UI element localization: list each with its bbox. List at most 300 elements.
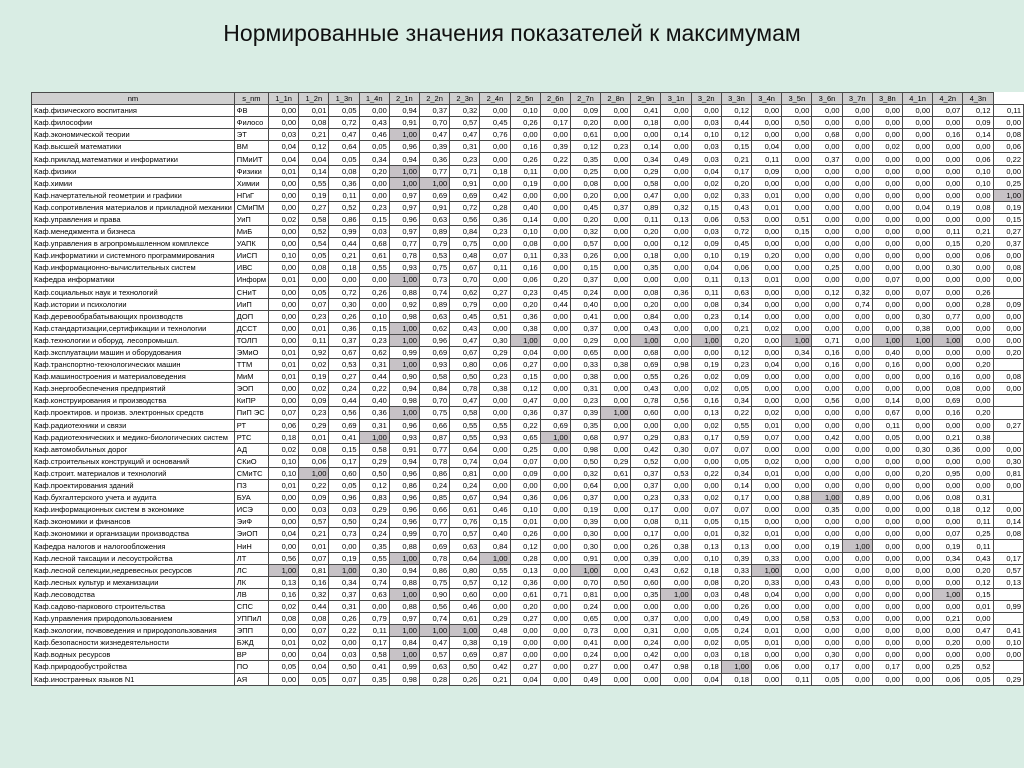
value-cell: 0,00 [661, 117, 691, 129]
value-cell: 0,00 [782, 600, 812, 612]
value-cell: 0,00 [842, 504, 872, 516]
value-cell: 0,07 [933, 105, 963, 117]
value-cell: 0,05 [359, 141, 389, 153]
value-cell: 0,00 [933, 649, 963, 661]
value-cell: 0,20 [902, 467, 932, 479]
value-cell: 0,00 [329, 274, 359, 286]
value-cell: 0,00 [269, 504, 299, 516]
value-cell: 0,61 [450, 504, 480, 516]
value-cell: 0,50 [782, 117, 812, 129]
value-cell: 0,30 [933, 262, 963, 274]
value-cell: 0,00 [963, 480, 993, 492]
value-cell: 1,00 [389, 552, 419, 564]
value-cell: 0,93 [389, 431, 419, 443]
value-cell: 0,12 [721, 105, 751, 117]
department-name: Каф.лесоводства [32, 588, 235, 600]
value-cell: 0,00 [933, 286, 963, 298]
value-cell: 0,01 [299, 105, 329, 117]
value-cell: 0,13 [721, 540, 751, 552]
department-short-name: ЭОП [234, 383, 268, 395]
value-cell: 0,50 [570, 455, 600, 467]
value-cell: 0,57 [419, 649, 449, 661]
table-row [32, 177, 1024, 189]
value-cell: 0,00 [782, 637, 812, 649]
value-cell: 0,15 [359, 213, 389, 225]
value-cell: 0,24 [570, 286, 600, 298]
value-cell: 0,28 [963, 298, 993, 310]
value-cell: 0,00 [812, 105, 842, 117]
value-cell: 0,00 [480, 141, 510, 153]
value-cell: 0,18 [691, 564, 721, 576]
value-cell: 0,81 [993, 467, 1024, 479]
value-cell: 0,18 [631, 117, 661, 129]
value-cell: 0,27 [993, 226, 1024, 238]
department-short-name: УиП [234, 213, 268, 225]
value-cell: 0,20 [933, 637, 963, 649]
department-short-name: НиН [234, 540, 268, 552]
value-cell: 0,13 [661, 213, 691, 225]
value-cell: 0,00 [902, 238, 932, 250]
value-cell: 0,78 [631, 395, 661, 407]
value-cell: 0,14 [631, 141, 661, 153]
value-cell: 0,42 [631, 443, 661, 455]
department-name: Каф.физики [32, 165, 235, 177]
value-cell: 0,39 [631, 552, 661, 564]
value-cell: 0,99 [329, 226, 359, 238]
value-cell: 0,11 [359, 625, 389, 637]
department-name: Каф.безопасности жизнедеятельности [32, 637, 235, 649]
department-name: Каф.философии [32, 117, 235, 129]
value-cell: 0,00 [902, 516, 932, 528]
value-cell: 0,05 [329, 480, 359, 492]
value-cell: 0,00 [631, 129, 661, 141]
value-cell: 0,74 [419, 613, 449, 625]
value-cell: 0,86 [329, 213, 359, 225]
department-short-name: АЯ [234, 673, 268, 685]
value-cell: 0,00 [872, 371, 902, 383]
value-cell: 0,45 [721, 238, 751, 250]
value-cell: 0,38 [963, 431, 993, 443]
value-cell: 0,45 [570, 201, 600, 213]
value-cell: 1,00 [389, 322, 419, 334]
value-cell: 0,62 [661, 564, 691, 576]
value-cell: 0,96 [389, 467, 419, 479]
table-row [32, 528, 1024, 540]
value-cell: 0,89 [842, 492, 872, 504]
value-cell: 0,27 [570, 661, 600, 673]
value-cell: 0,70 [570, 576, 600, 588]
value-cell: 0,96 [389, 419, 419, 431]
value-cell: 0,78 [389, 250, 419, 262]
value-cell: 0,00 [902, 588, 932, 600]
value-cell: 0,00 [902, 552, 932, 564]
value-cell: 0,47 [450, 334, 480, 346]
value-cell: 0,43 [359, 117, 389, 129]
value-cell: 0,97 [601, 431, 631, 443]
table-row [32, 467, 1024, 479]
value-cell: 0,16 [812, 359, 842, 371]
value-cell: 0,26 [631, 540, 661, 552]
table-row [32, 262, 1024, 274]
department-short-name: Информ [234, 274, 268, 286]
value-cell: 0,00 [782, 395, 812, 407]
value-cell: 0,00 [963, 189, 993, 201]
value-cell: 0,19 [299, 371, 329, 383]
value-cell: 0,13 [691, 540, 721, 552]
value-cell: 0,37 [570, 322, 600, 334]
value-cell: 0,16 [269, 588, 299, 600]
value-cell: 0,22 [721, 407, 751, 419]
value-cell: 0,01 [299, 322, 329, 334]
value-cell: 0,43 [963, 552, 993, 564]
value-cell: 0,93 [480, 431, 510, 443]
value-cell: 0,03 [329, 504, 359, 516]
value-cell: 0,72 [329, 286, 359, 298]
value-cell: 0,00 [842, 661, 872, 673]
value-cell: 0,04 [480, 455, 510, 467]
department-short-name: ТОЛП [234, 334, 268, 346]
department-name: Каф.бухгалтерского учета и аудита [32, 492, 235, 504]
value-cell: 0,00 [510, 625, 540, 637]
value-cell: 0,31 [359, 419, 389, 431]
value-cell: 0,00 [963, 419, 993, 431]
value-cell: 0,36 [329, 322, 359, 334]
value-cell: 0,14 [872, 395, 902, 407]
table-row [32, 504, 1024, 516]
value-cell: 0,05 [721, 455, 751, 467]
value-cell: 0,00 [661, 576, 691, 588]
value-cell: 0,37 [601, 201, 631, 213]
value-cell: 0,11 [631, 213, 661, 225]
department-short-name: СМиТС [234, 467, 268, 479]
value-cell: 0,00 [963, 467, 993, 479]
value-cell: 0,00 [993, 165, 1024, 177]
value-cell: 0,26 [570, 250, 600, 262]
value-cell: 0,69 [419, 540, 449, 552]
value-cell: 0,65 [510, 431, 540, 443]
value-cell: 0,92 [389, 298, 419, 310]
value-cell: 0,06 [721, 262, 751, 274]
department-name: Каф.радиотехники и связи [32, 419, 235, 431]
value-cell: 0,31 [963, 492, 993, 504]
value-cell: 0,00 [782, 141, 812, 153]
value-cell: 0,96 [389, 504, 419, 516]
value-cell: 0,08 [691, 298, 721, 310]
value-cell: 0,00 [752, 516, 782, 528]
value-cell: 0,52 [329, 201, 359, 213]
value-cell: 0,00 [661, 600, 691, 612]
value-cell: 0,00 [842, 649, 872, 661]
value-cell: 0,05 [691, 625, 721, 637]
table-row [32, 673, 1024, 685]
value-cell: 0,41 [329, 431, 359, 443]
value-cell: 0,17 [872, 661, 902, 673]
value-cell: 0,15 [480, 516, 510, 528]
department-name: Каф.машиностроения и материаловедения [32, 371, 235, 383]
value-cell: 0,17 [721, 165, 751, 177]
value-cell: 0,00 [601, 310, 631, 322]
value-cell: 0,00 [842, 141, 872, 153]
value-cell: 0,12 [812, 286, 842, 298]
department-short-name: Филосо [234, 117, 268, 129]
value-cell: 0,00 [812, 564, 842, 576]
value-cell: 0,02 [299, 359, 329, 371]
value-cell: 0,36 [661, 286, 691, 298]
department-short-name: ФВ [234, 105, 268, 117]
value-cell: 0,00 [812, 226, 842, 238]
value-cell: 0,00 [933, 576, 963, 588]
value-cell: 0,66 [419, 419, 449, 431]
value-cell: 0,00 [902, 105, 932, 117]
value-cell: 0,00 [842, 600, 872, 612]
value-cell: 1,00 [389, 177, 419, 189]
value-cell: 0,91 [570, 552, 600, 564]
value-cell: 0,62 [359, 346, 389, 358]
value-cell: 0,00 [752, 310, 782, 322]
value-cell: 0,00 [782, 443, 812, 455]
value-cell: 0,00 [782, 516, 812, 528]
value-cell: 0,58 [359, 649, 389, 661]
table-row [32, 213, 1024, 225]
value-cell: 0,00 [601, 274, 631, 286]
value-cell: 0,06 [691, 213, 721, 225]
value-cell: 0,00 [872, 552, 902, 564]
value-cell: 0,00 [661, 480, 691, 492]
value-cell: 0,00 [480, 177, 510, 189]
value-cell: 0,71 [450, 165, 480, 177]
value-cell: 0,49 [661, 153, 691, 165]
table-row [32, 238, 1024, 250]
value-cell: 0,13 [269, 576, 299, 588]
value-cell: 0,00 [842, 467, 872, 479]
table-row [32, 201, 1024, 213]
value-cell: 0,29 [631, 431, 661, 443]
value-cell: 0,00 [601, 395, 631, 407]
value-cell: 0,92 [299, 346, 329, 358]
table-row [32, 431, 1024, 443]
department-short-name: ИВС [234, 262, 268, 274]
table-row [32, 165, 1024, 177]
column-header: 3_4n [752, 93, 782, 105]
value-cell: 0,00 [752, 129, 782, 141]
value-cell: 0,00 [752, 540, 782, 552]
value-cell: 0,00 [782, 467, 812, 479]
value-cell: 0,01 [752, 467, 782, 479]
value-cell: 0,86 [389, 480, 419, 492]
value-cell: 0,32 [450, 105, 480, 117]
value-cell: 0,08 [993, 262, 1024, 274]
value-cell: 0,55 [480, 564, 510, 576]
value-cell: 0,11 [661, 516, 691, 528]
value-cell: 0,20 [721, 576, 751, 588]
value-cell: 0,60 [631, 576, 661, 588]
value-cell: 0,34 [721, 298, 751, 310]
department-short-name: Химии [234, 177, 268, 189]
value-cell: 0,12 [661, 238, 691, 250]
value-cell: 0,00 [782, 552, 812, 564]
value-cell: 0,00 [812, 552, 842, 564]
value-cell: 0,00 [752, 371, 782, 383]
table-row [32, 637, 1024, 649]
value-cell: 0,00 [933, 250, 963, 262]
value-cell: 0,88 [389, 600, 419, 612]
value-cell: 0,32 [570, 467, 600, 479]
value-cell: 0,30 [902, 310, 932, 322]
value-cell: 0,78 [450, 383, 480, 395]
value-cell: 0,00 [872, 226, 902, 238]
value-cell: 0,00 [601, 588, 631, 600]
value-cell: 0,84 [450, 226, 480, 238]
value-cell: 0,36 [510, 310, 540, 322]
value-cell: 0,00 [902, 213, 932, 225]
value-cell: 0,00 [661, 274, 691, 286]
value-cell: 0,00 [933, 153, 963, 165]
value-cell: 0,46 [450, 600, 480, 612]
value-cell: 0,00 [933, 564, 963, 576]
value-cell: 0,10 [269, 250, 299, 262]
value-cell: 0,04 [752, 141, 782, 153]
value-cell: 0,00 [902, 141, 932, 153]
value-cell: 0,53 [419, 250, 449, 262]
value-cell: 0,00 [752, 213, 782, 225]
value-cell: 0,04 [752, 588, 782, 600]
value-cell: 0,00 [661, 334, 691, 346]
value-cell: 0,70 [419, 528, 449, 540]
value-cell: 0,71 [812, 334, 842, 346]
value-cell: 0,25 [510, 443, 540, 455]
value-cell: 0,07 [480, 250, 510, 262]
value-cell: 0,00 [601, 637, 631, 649]
value-cell: 0,26 [721, 600, 751, 612]
value-cell: 0,12 [721, 346, 751, 358]
value-cell: 0,00 [933, 480, 963, 492]
department-short-name: ПО [234, 661, 268, 673]
value-cell: 0,00 [812, 322, 842, 334]
value-cell: 0,00 [902, 371, 932, 383]
value-cell: 0,34 [329, 576, 359, 588]
value-cell: 0,17 [993, 552, 1024, 564]
value-cell: 0,00 [601, 153, 631, 165]
value-cell: 0,00 [661, 105, 691, 117]
value-cell: 1,00 [993, 189, 1024, 201]
value-cell: 0,35 [631, 262, 661, 274]
value-cell: 0,00 [812, 467, 842, 479]
value-cell: 0,38 [450, 637, 480, 649]
value-cell: 0,07 [329, 673, 359, 685]
value-cell: 0,21 [933, 431, 963, 443]
value-cell [993, 431, 1024, 443]
value-cell: 0,00 [872, 298, 902, 310]
value-cell: 0,40 [480, 528, 510, 540]
value-cell: 0,12 [510, 383, 540, 395]
value-cell: 0,07 [752, 431, 782, 443]
value-cell: 0,18 [933, 504, 963, 516]
value-cell: 0,00 [872, 189, 902, 201]
value-cell: 0,79 [359, 613, 389, 625]
value-cell: 0,00 [782, 298, 812, 310]
value-cell: 0,09 [963, 117, 993, 129]
value-cell: 0,48 [480, 625, 510, 637]
value-cell: 0,00 [661, 552, 691, 564]
value-cell: 0,00 [872, 383, 902, 395]
value-cell: 0,37 [329, 334, 359, 346]
value-cell: 0,25 [963, 528, 993, 540]
value-cell: 1,00 [631, 334, 661, 346]
value-cell: 0,00 [902, 613, 932, 625]
value-cell: 0,45 [450, 310, 480, 322]
value-cell: 0,22 [329, 625, 359, 637]
value-cell: 0,30 [993, 455, 1024, 467]
value-cell: 0,00 [842, 673, 872, 685]
value-cell: 0,00 [902, 504, 932, 516]
value-cell: 0,29 [570, 334, 600, 346]
value-cell: 0,01 [269, 371, 299, 383]
column-header: 2_3n [450, 93, 480, 105]
value-cell: 0,00 [902, 177, 932, 189]
value-cell: 0,00 [269, 492, 299, 504]
value-cell: 0,16 [812, 346, 842, 358]
value-cell: 0,00 [872, 213, 902, 225]
value-cell: 0,63 [419, 661, 449, 673]
value-cell: 0,00 [872, 262, 902, 274]
value-cell: 0,10 [359, 310, 389, 322]
value-cell: 0,34 [721, 395, 751, 407]
value-cell: 0,38 [480, 383, 510, 395]
value-cell: 0,20 [631, 298, 661, 310]
value-cell: 0,00 [269, 105, 299, 117]
value-cell: 0,08 [993, 129, 1024, 141]
value-cell: 0,00 [842, 189, 872, 201]
value-cell: 0,00 [872, 250, 902, 262]
value-cell: 0,27 [510, 613, 540, 625]
value-cell: 0,19 [480, 637, 510, 649]
value-cell: 0,55 [450, 419, 480, 431]
value-cell: 0,40 [872, 346, 902, 358]
value-cell: 0,02 [752, 322, 782, 334]
value-cell: 0,00 [691, 346, 721, 358]
value-cell: 0,90 [389, 371, 419, 383]
table-row [32, 395, 1024, 407]
value-cell: 0,00 [540, 201, 570, 213]
value-cell: 0,54 [299, 238, 329, 250]
value-cell: 0,00 [812, 238, 842, 250]
value-cell: 0,37 [631, 467, 661, 479]
value-cell: 0,33 [721, 189, 751, 201]
value-cell: 0,24 [450, 480, 480, 492]
value-cell: 0,96 [329, 492, 359, 504]
value-cell: 0,00 [480, 600, 510, 612]
value-cell: 0,00 [661, 346, 691, 358]
value-cell: 0,84 [631, 310, 661, 322]
value-cell: 0,04 [752, 359, 782, 371]
value-cell: 0,00 [842, 576, 872, 588]
value-cell: 0,00 [933, 189, 963, 201]
table-row [32, 625, 1024, 637]
column-header: 1_3n [329, 93, 359, 105]
value-cell: 0,08 [269, 613, 299, 625]
value-cell: 0,98 [389, 310, 419, 322]
value-cell: 0,28 [419, 673, 449, 685]
value-cell: 0,40 [510, 201, 540, 213]
value-cell: 0,00 [752, 117, 782, 129]
value-cell: 0,00 [902, 189, 932, 201]
value-cell: 0,74 [419, 286, 449, 298]
value-cell: 0,00 [661, 455, 691, 467]
value-cell: 0,70 [419, 395, 449, 407]
value-cell: 0,00 [661, 310, 691, 322]
value-cell: 0,41 [993, 625, 1024, 637]
value-cell: 0,88 [389, 540, 419, 552]
